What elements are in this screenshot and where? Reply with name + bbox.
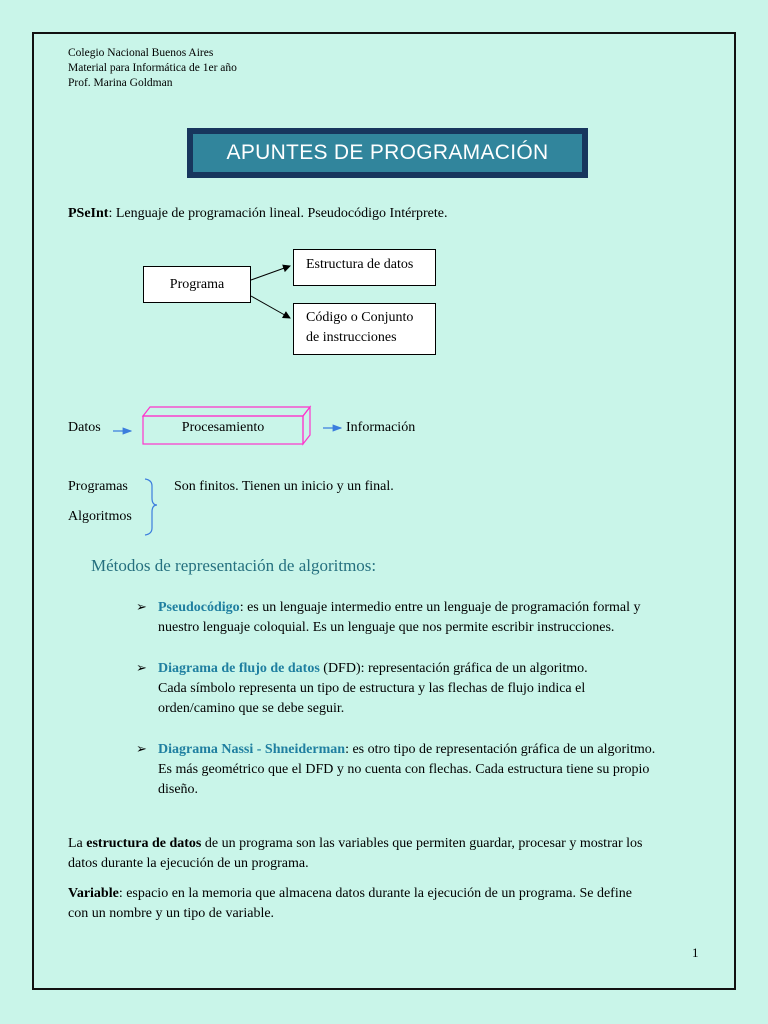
ds-prefix: La: [68, 836, 87, 851]
code-label-line1: Código o Conjunto: [306, 310, 414, 325]
arrow-to-data-structure: [251, 266, 290, 280]
ds-term: estructura de datos: [86, 836, 202, 851]
output-label: Información: [346, 420, 416, 435]
method-pseudocode-line2: nuestro lenguaje coloquial. Es un lenguaje que nos permite escribir instrucciones.: [158, 620, 615, 635]
method-pseudocode: [158, 598, 718, 638]
method-dfd-term: Diagrama de flujo de datos: [158, 661, 320, 676]
page-number: 1: [692, 945, 699, 960]
header-school: Colegio Nacional Buenos Aires: [68, 47, 214, 59]
data-structure-label: Estructura de datos: [306, 257, 414, 272]
method-nassi-line2: Es más geométrico que el DFD y no cuenta con flechas. Cada estructura tiene su propio: [158, 762, 650, 777]
bracket-shape: [145, 479, 157, 535]
method-dfd-line2: Cada símbolo representa un tipo de estructura y las flechas de flujo indica el: [158, 681, 586, 696]
method-dfd: [158, 659, 718, 719]
method-pseudocode-line1: : es un lenguaje intermedio entre un lenguaje de programación formal y: [239, 600, 641, 615]
programs-label: Programas: [68, 479, 128, 494]
pseint-text: : Lenguaje de programación lineal. Pseudocódigo Intérprete.: [108, 206, 448, 221]
data-structure-box: [293, 249, 436, 286]
method-dfd-line1: (DFD): representación gráfica de un algoritmo.: [319, 661, 588, 676]
process-label: Procesamiento: [181, 420, 265, 435]
variable-paragraph: [68, 884, 728, 924]
methods-title: Métodos de representación de algoritmos:: [91, 556, 377, 575]
variable-line2: con un nombre y un tipo de variable.: [68, 906, 275, 921]
method-dfd-line3: orden/camino que se debe seguir.: [158, 701, 345, 716]
input-label: Datos: [68, 420, 101, 435]
program-label: Programa: [169, 276, 225, 292]
program-box: [143, 266, 251, 303]
algorithms-label: Algoritmos: [68, 509, 132, 524]
bullet-arrow-icon: ➢: [136, 741, 147, 756]
header-teacher: Prof. Marina Goldman: [68, 77, 173, 89]
bullet-arrow-icon: ➢: [136, 660, 147, 675]
page-title: APUNTES DE PROGRAMACIÓN: [193, 134, 582, 172]
method-nassi-term: Diagrama Nassi - Shneiderman: [158, 742, 346, 757]
header-subject: Material para Informática de 1er año: [68, 62, 237, 74]
variable-line1: : espacio en la memoria que almacena datos durante la ejecución de un programa. Se define: [118, 886, 632, 901]
method-nassi: [158, 740, 728, 800]
pseint-term: PSeInt: [68, 206, 109, 221]
code-box: [293, 303, 436, 355]
finite-statement: Son finitos. Tienen un inicio y un final.: [174, 479, 394, 494]
ds-line2: datos durante la ejecución de un programa.: [68, 856, 309, 871]
method-nassi-line1: : es otro tipo de representación gráfica de un algoritmo.: [345, 742, 656, 757]
data-structure-paragraph: [68, 834, 728, 874]
ds-line1: de un programa son las variables que permiten guardar, procesar y mostrar los: [201, 836, 643, 851]
method-nassi-line3: diseño.: [158, 782, 199, 797]
bullet-arrow-icon: ➢: [136, 599, 147, 614]
arrow-to-code: [251, 296, 290, 318]
method-pseudocode-term: Pseudocódigo: [158, 600, 240, 615]
variable-term: Variable: [68, 886, 119, 901]
code-label-line2: de instrucciones: [306, 330, 397, 345]
